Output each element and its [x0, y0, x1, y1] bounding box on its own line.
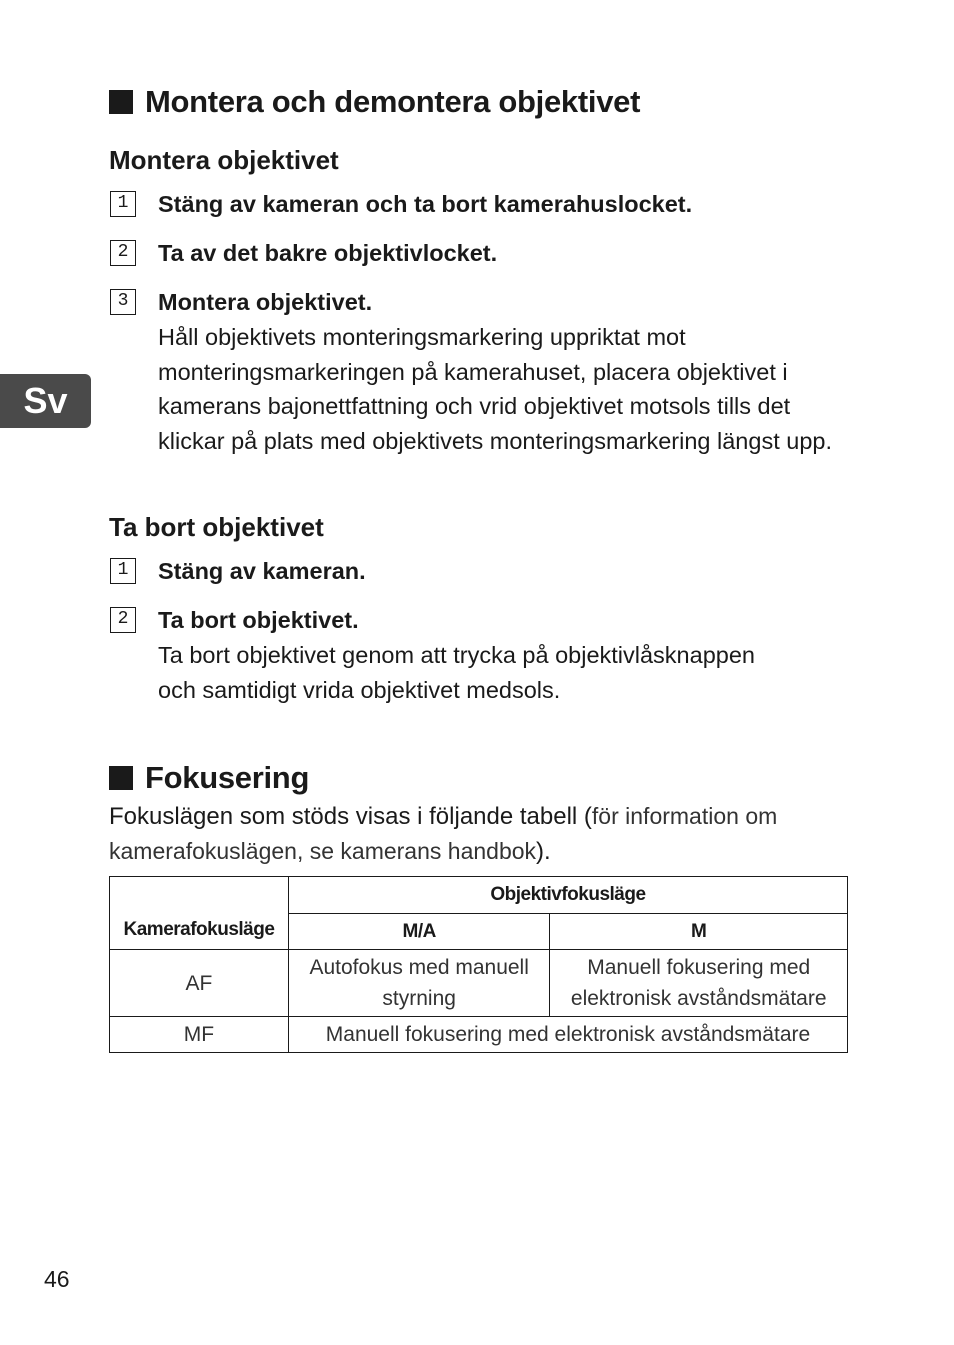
square-bullet-icon — [109, 90, 133, 114]
step-title: Ta bort objektivet. — [158, 607, 359, 633]
cell-ma: Autofokus med manuell styrning — [288, 950, 549, 1017]
intro-note: för information om kamerafokuslägen, se kamerans handbok — [109, 803, 778, 864]
header-lens-focus-mode: Objektivfokusläge — [288, 877, 847, 914]
section-heading-mount — [109, 84, 640, 120]
step-body: Ta bort objektivet genom att trycka på objektivlåsknappen och samtidigt vrida objektivet medsols. — [158, 642, 755, 703]
header-m: M — [550, 914, 848, 950]
language-tab: Sv — [0, 374, 91, 428]
subheading-remove: Ta bort objektivet — [109, 512, 324, 542]
subheading-mount: Montera objektivet — [109, 145, 339, 175]
section-heading-focus-text: Fokusering — [145, 760, 310, 795]
step-number: 1 — [110, 191, 136, 217]
cell-m: Manuell fokusering med elektronisk avståndsmätare — [550, 950, 848, 1017]
step-title: Ta av det bakre objektivlocket. — [158, 240, 498, 266]
table-row — [110, 1017, 848, 1053]
step-title: Stäng av kameran. — [158, 558, 366, 584]
step-title: Montera objektivet. — [158, 289, 373, 315]
cell-both: Manuell fokusering med elektronisk avståndsmätare — [288, 1017, 847, 1053]
focus-mode-table — [109, 876, 848, 1053]
step-number: 2 — [110, 607, 136, 633]
intro-main-text: Fokuslägen som stöds visas i följande tabell — [109, 803, 578, 830]
cell-mode: AF — [110, 950, 289, 1017]
step-number: 2 — [110, 240, 136, 266]
section-heading-mount-text: Montera och demontera objektivet — [145, 84, 641, 119]
step-title: Stäng av kameran och ta bort kamerahuslocket. — [158, 191, 693, 217]
focus-intro — [109, 799, 849, 869]
square-bullet-icon — [109, 766, 133, 790]
step-body: Håll objektivets monteringsmarkering uppriktat mot monteringsmarkeringen på kamerahuset, placera objektivet i kamerans bajonettfattning och vrid objektivet motsols tills det klickar på plats med objektivets monteringsmarkering längst upp. — [158, 324, 832, 454]
section-heading-focus — [109, 760, 309, 796]
page-number: 46 — [44, 1266, 70, 1292]
cell-mode: MF — [110, 1017, 289, 1053]
intro-paren-close: ). — [536, 838, 551, 865]
table-row — [110, 950, 848, 1017]
intro-paren-open: ( — [577, 803, 592, 830]
header-camera-focus-mode: Kamerafokusläge — [110, 877, 289, 950]
step-number: 3 — [110, 289, 136, 315]
header-ma: M/A — [288, 914, 549, 950]
step-number: 1 — [110, 558, 136, 584]
